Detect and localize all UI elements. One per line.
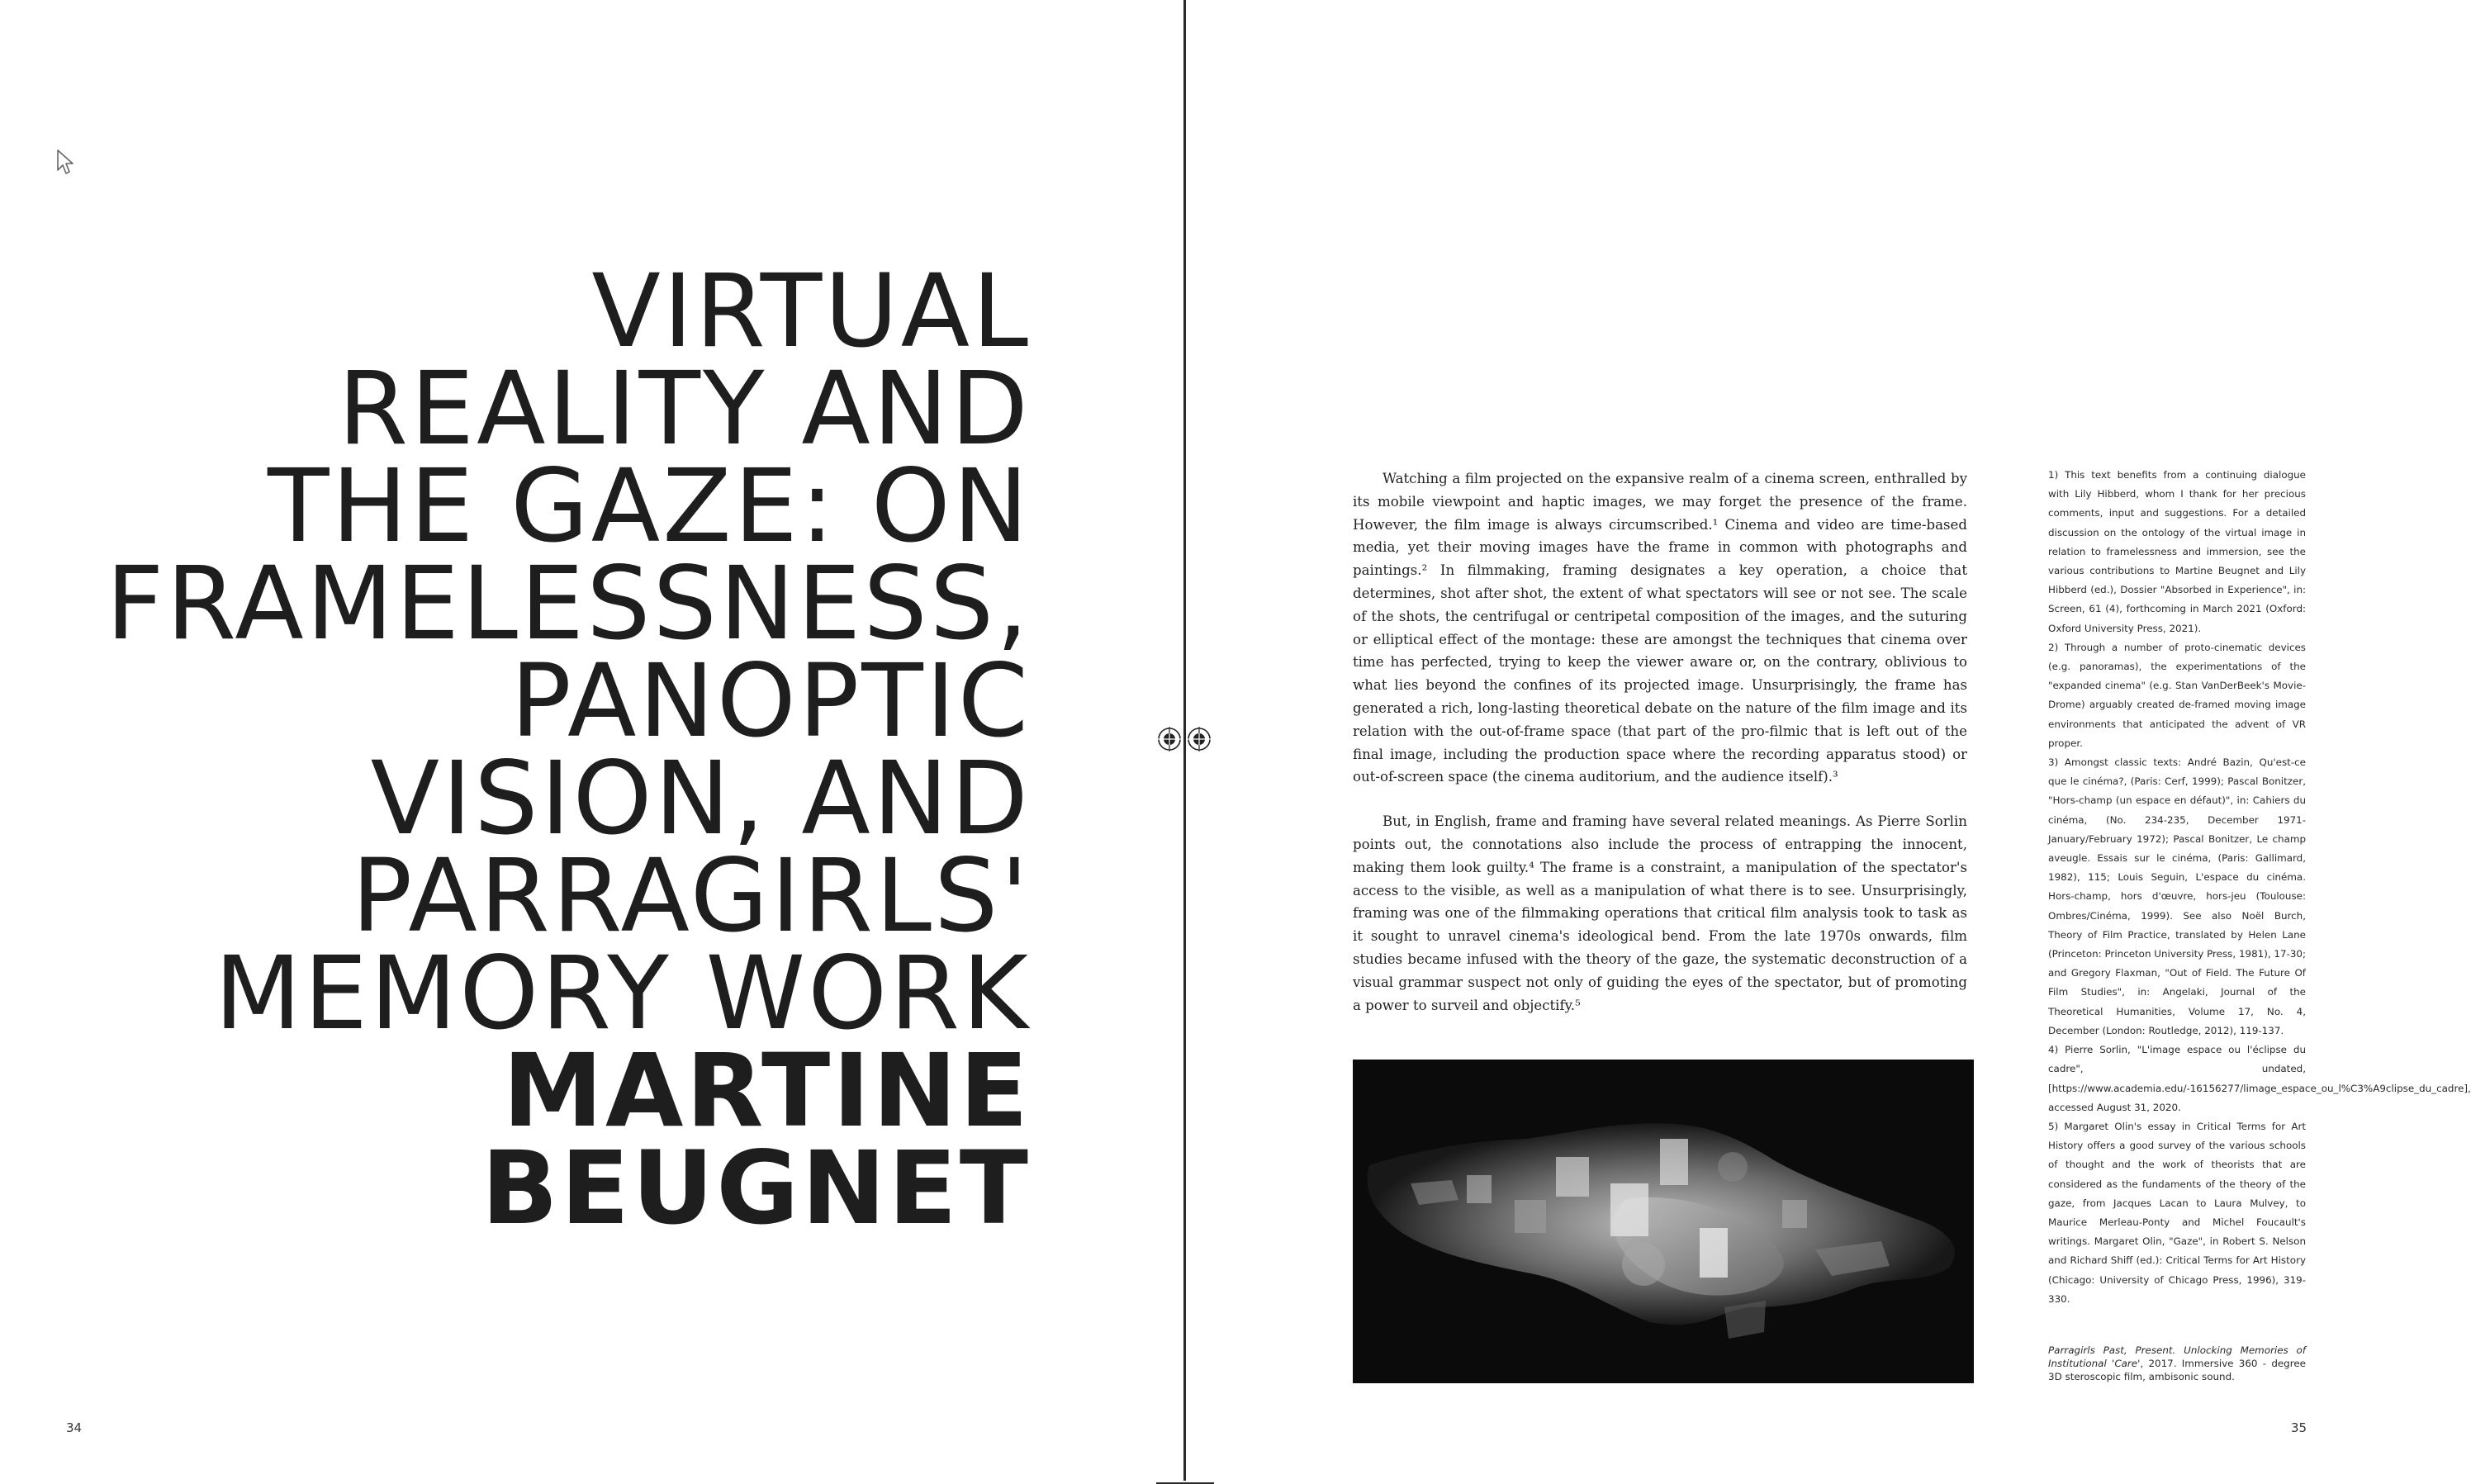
mouse-cursor-icon <box>56 149 78 177</box>
title-block <box>40 253 1031 1247</box>
footnote: 1) This text benefits from a continuing dialogue with Lily Hibberd, whom I thank for her precious comments, input and suggestions. For a detailed discussion on the ontology of the virtual image in relation to framelessness and immersion, see the various contributions to Martine Beugnet and Lily Hibberd (ed.), Dossier "Absorbed in Experience", in: Screen, 61 (4), forthcoming in March 2021 (Oxford: Oxford University Press, 2021). <box>2048 469 2306 634</box>
body-paragraph: Watching a film projected on the expansive realm of a cinema screen, enthralled by its mobile viewpoint and haptic images, we may forget the presence of the frame. However, the film image is always circumscribed.¹ Cinema and video are time-based media, yet their moving images have the frame in common with photographs and paintings.² In filmmaking, framing designates a key operation, a choice that determines, shot after shot, the extent of what spectators will see or not see. The scale of the shots, the centrifugal or centripetal composition of the images, and the suturing or elliptical effect of the montage: these are amongst the techniques that cinema over time has perfected, trying to keep the viewer aware or, on the contrary, oblivious to what lies beyond the confines of its projected image. Unsurprisingly, the frame has generated a rich, long-lasting theoretical debate on the nature of the film image and its relation with the out-of-frame space (that part of the pro-filmic that is left out of the final image, including the production space where the recording apparatus stood) or out-of-screen space (the cinema auditorium, and the audience itself).³ <box>1353 471 1967 785</box>
caption-details: , 2017. Immersive 360 - degree 3D steroscopic film, ambisonic sound. <box>2048 1358 2306 1382</box>
figure-caption <box>2048 1344 2306 1383</box>
author-line: BEUGNET <box>481 1130 1031 1247</box>
body-paragraph: But, in English, frame and framing have several related meanings. As Pierre Sorlin points out, the connotations also include the process of entrapping the innocent, making them look guilty.⁴ The frame is a constraint, a manipulation of the spectator's access to the visible, as well as a manipulation of what there is to see. Unsurprisingly, framing was one of the filmmaking operations that critical film analysis took to task as it sought to unravel cinema's ideological bend. From the late 1970s onwards, film studies became infused with the theory of the gaze, the systematic deconstruction of a visual grammar suspect not only of guiding the eyes of the spectator, but of promoting a power to surveil and objectify.⁵ <box>1353 813 1967 1013</box>
title-line: THE GAZE: ON <box>268 448 1031 565</box>
title-line: PARRAGIRLS' <box>351 837 1031 955</box>
footnote: 3) Amongst classic texts: André Bazin, Qu'est-ce que le cinéma?, (Paris: Cerf, 1999); Pascal Bonitzer, "Hors-champ (un espace en défaut)", in: Cahiers du cinéma, (No. 234-235, December 1971- January/February 1972); Pascal Bonitzer, Le champ aveugle. Essais sur le cinéma, (Paris: Gallimard, 1982), 115; Louis Seguin, L'espace du cinéma. Hors-champ, hors d'œuvre, hors-jeu (Toulouse: Ombres/Cinéma, 1999). See also Noël Burch, Theory of Film Practice, translated by Helen Lane (Princeton: Princeton University Press, 1981), 17-30; and Gregory Flaxman, "Out of Field. The Future Of Film Studies", in: Angelaki, Journal of the Theoretical Humanities, Volume 17, No. 4, December (London: Routledge, 2012), 119-137. <box>2048 756 2306 1036</box>
footnote: 2) Through a number of proto-cinematic devices (e.g. panoramas), the experimentations of the "expanded cinema" (e.g. Stan VanDerBeek's Movie-Drome) arguably created de-framed moving image environments that anticipated the advent of VR proper. <box>2048 641 2306 749</box>
footnote: 4) Pierre Sorlin, "L'image espace ou l'éclipse du cadre", undated, [https://www.academia.edu/-16156277/limage_espace_ou_l%C3%A9clipse_du_cadre], accessed August 31, 2020. <box>2048 1044 2471 1113</box>
title-line: FRAMELESSNESS, <box>106 545 1031 662</box>
left-page <box>0 0 1183 1481</box>
caption-title: Parragirls Past, Present. Unlocking Memories of Institutional 'Care' <box>2048 1344 2306 1369</box>
vr-point-cloud-image <box>1353 1060 1974 1383</box>
author-name <box>40 1032 1031 1247</box>
page-number-right: 35 <box>2291 1420 2307 1435</box>
author-line: MARTINE <box>502 1032 1031 1150</box>
title-line: VISION, AND <box>370 740 1031 857</box>
registration-mark-icon <box>1157 727 1182 751</box>
figure-image <box>1353 1060 1974 1383</box>
footnote: 5) Margaret Olin's essay in Critical Terms for Art History offers a good survey of the various schools of thought and the work of theorists that are considered as the fundaments of the theory of the gaze, from Jacques Lacan to Laura Mulvey, to Maurice Merleau-Ponty and Michel Foucault's writings. Margaret Olin, "Gaze", in Robert S. Nelson and Richard Shiff (ed.): Critical Terms for Art History (Chicago: University of Chicago Press, 1996), 319-330. <box>2048 1120 2306 1305</box>
body-text <box>1353 467 1967 1038</box>
article-title <box>40 253 1031 1052</box>
page-number-left: 34 <box>66 1420 83 1435</box>
title-line: REALITY AND <box>338 350 1031 467</box>
footnotes <box>2048 466 2471 1309</box>
title-line: PANOPTIC <box>510 642 1031 760</box>
title-line: MEMORY WORK <box>214 935 1031 1052</box>
title-line: VIRTUAL <box>591 253 1031 370</box>
